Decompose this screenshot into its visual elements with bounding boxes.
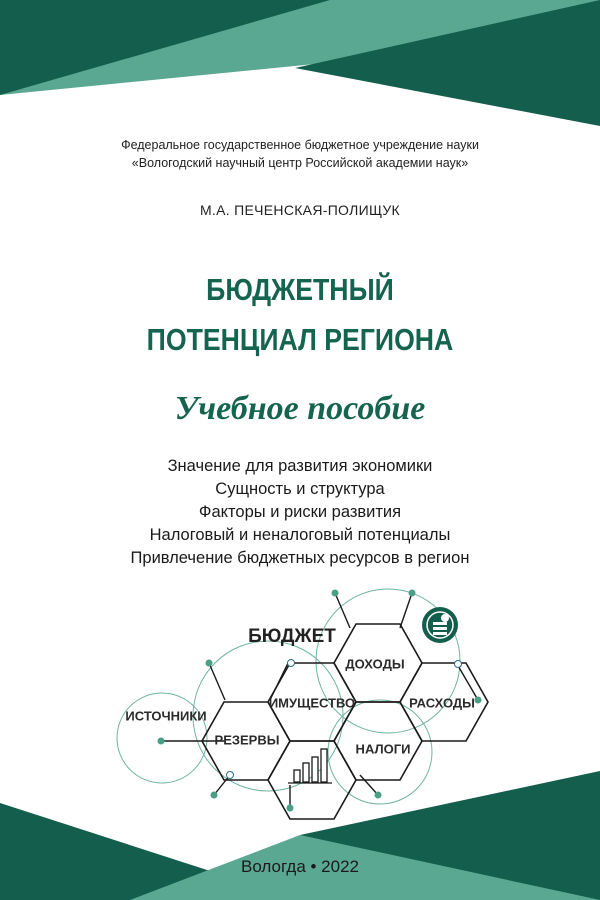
topic-item: Привлечение бюджетных ресурсов в регион — [130, 549, 470, 567]
institution-line-2: «Вологодский научный центр Российской академии наук» — [131, 156, 469, 170]
coin-stack-icon — [422, 607, 458, 643]
node-dot — [287, 805, 294, 812]
institution-line-1: Федеральное государственное бюджетное учреждение науки — [121, 138, 479, 152]
node-dot — [211, 792, 218, 799]
label-expenses: РАСХОДЫ — [409, 695, 475, 711]
author-name: М.А. ПЕЧЕНСКАЯ-ПОЛИЩУК — [199, 202, 401, 218]
topic-item: Налоговый и неналоговый потенциалы — [149, 526, 451, 544]
label-taxes: НАЛОГИ — [355, 741, 411, 757]
node-ring — [455, 661, 462, 668]
node-dot — [409, 590, 416, 597]
book-subtitle: Учебное пособие — [174, 390, 426, 427]
label-reserves: РЕЗЕРВЫ — [214, 732, 280, 748]
connector-line — [360, 775, 378, 795]
connector-line — [209, 663, 225, 700]
node-dot — [375, 792, 382, 799]
node-dot — [158, 738, 165, 745]
node-ring — [227, 772, 234, 779]
connector-line — [400, 593, 412, 628]
node-dot — [332, 590, 339, 597]
label-income: ДОХОДЫ — [345, 656, 405, 672]
label-budget: БЮДЖЕТ — [248, 626, 336, 647]
node-dot — [475, 697, 482, 704]
node-dot — [206, 660, 213, 667]
label-property: ИМУЩЕСТВО — [268, 695, 356, 711]
topic-item: Факторы и риски развития — [198, 503, 402, 521]
title-line-1: БЮДЖЕТНЫЙ — [206, 272, 394, 307]
title-line-2: ПОТЕНЦИАЛ РЕГИОНА — [146, 322, 454, 357]
publication-place-year: Вологда • 2022 — [240, 857, 359, 876]
topic-item: Сущность и структура — [215, 480, 385, 498]
topic-item: Значение для развития экономики — [167, 457, 433, 475]
node-ring — [288, 660, 295, 667]
label-sources: ИСТОЧНИКИ — [125, 708, 207, 724]
